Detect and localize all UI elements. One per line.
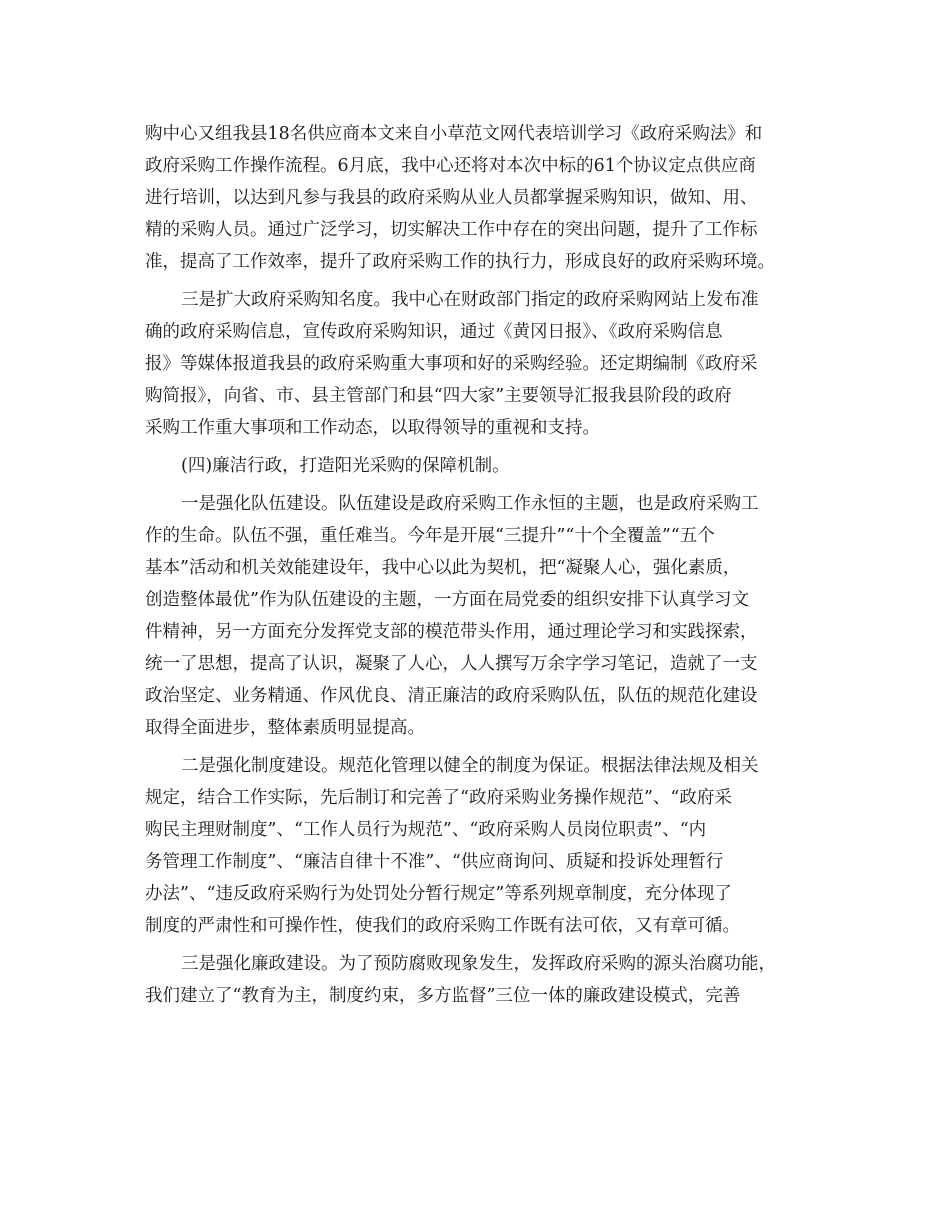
- document-body: [145, 118, 810, 1012]
- text-line: (四)廉洁行政，打造阳光采购的保障机制。: [181, 456, 510, 476]
- text-line: 取得全面进步，整体素质明显提高。: [145, 718, 425, 738]
- text-line: 购民主理财制度”、“工作人员行为规范”、“政府采购人员岗位职责”、“内: [145, 820, 707, 840]
- text-line: 采购工作重大事项和工作动态，以取得领导的重视和支持。: [145, 418, 600, 438]
- text-line: 统一了思想，提高了认识，凝聚了人心，人人撰写万余字学习笔记，造就了一支: [145, 654, 758, 674]
- text-line: 办法”、“违反政府采购行为处罚处分暂行规定”等系列规章制度，充分体现了: [145, 884, 732, 904]
- text-line: 我们建立了“教育为主，制度约束，多方监督”三位一体的廉政建设模式，完善: [145, 986, 741, 1006]
- text-line: 作的生命。队伍不强，重任难当。今年是开展“三提升”“十个全覆盖”“五个: [145, 526, 715, 546]
- text-line: 购简报》，向省、市、县主管部门和县“四大家”主要领导汇报我县阶段的政府: [145, 386, 732, 406]
- text-line: 件精神，另一方面充分发挥党支部的模范带头作用，通过理论学习和实践探索，: [145, 622, 758, 642]
- text-line: 务管理工作制度”、“廉洁自律十不准”、“供应商询问、质疑和投诉处理暂行: [145, 852, 724, 872]
- text-line: 购中心又组我县18名供应商本文来自小草范文网代表培训学习《政府采购法》和: [145, 124, 763, 144]
- text-line: 精的采购人员。通过广泛学习，切实解决工作中存在的突出问题，提升了工作标: [145, 220, 758, 240]
- text-line: 创造整体最优”作为队伍建设的主题，一方面在局党委的组织安排下认真学习文: [145, 590, 749, 610]
- text-line: 一是强化队伍建设。队伍建设是政府采购工作永恒的主题，也是政府采购工: [181, 494, 759, 514]
- text-line: 三是强化廉政建设。为了预防腐败现象发生，发挥政府采购的源头治腐功能，: [181, 954, 776, 974]
- paragraph: [145, 450, 810, 482]
- text-line: 三是扩大政府采购知名度。我中心在财政部门指定的政府采购网站上发布准: [181, 290, 759, 310]
- text-line: 二是强化制度建设。规范化管理以健全的制度为保证。根据法律法规及相关: [181, 756, 759, 776]
- text-line: 规定，结合工作实际，先后制订和完善了“政府采购业务操作规范”、“政府采: [145, 788, 732, 808]
- text-line: 报》等媒体报道我县的政府采购重大事项和好的采购经验。还定期编制《政府采: [145, 354, 758, 374]
- paragraph: [145, 750, 810, 942]
- text-line: 基本”活动和机关效能建设年，我中心以此为契机，把“凝聚人心，强化素质，: [145, 558, 741, 578]
- text-line: 政治坚定、业务精通、作风优良、清正廉洁的政府采购队伍，队伍的规范化建设: [145, 686, 758, 706]
- paragraph: [145, 488, 810, 744]
- text-line: 确的政府采购信息，宣传政府采购知识，通过《黄冈日报》、《政府采购信息: [145, 322, 723, 342]
- paragraph: [145, 118, 810, 278]
- text-line: 准，提高了工作效率，提升了政府采购工作的执行力，形成良好的政府采购环境。: [145, 252, 775, 272]
- text-line: 制度的严肃性和可操作性，使我们的政府采购工作既有法可依，又有章可循。: [145, 916, 740, 936]
- paragraph: [145, 948, 810, 1012]
- text-line: 政府采购工作操作流程。6月底，我中心还将对本次中标的61个协议定点供应商: [145, 156, 756, 176]
- paragraph: [145, 284, 810, 444]
- text-line: 进行培训，以达到凡参与我县的政府采购从业人员都掌握采购知识，做知、用、: [145, 188, 758, 208]
